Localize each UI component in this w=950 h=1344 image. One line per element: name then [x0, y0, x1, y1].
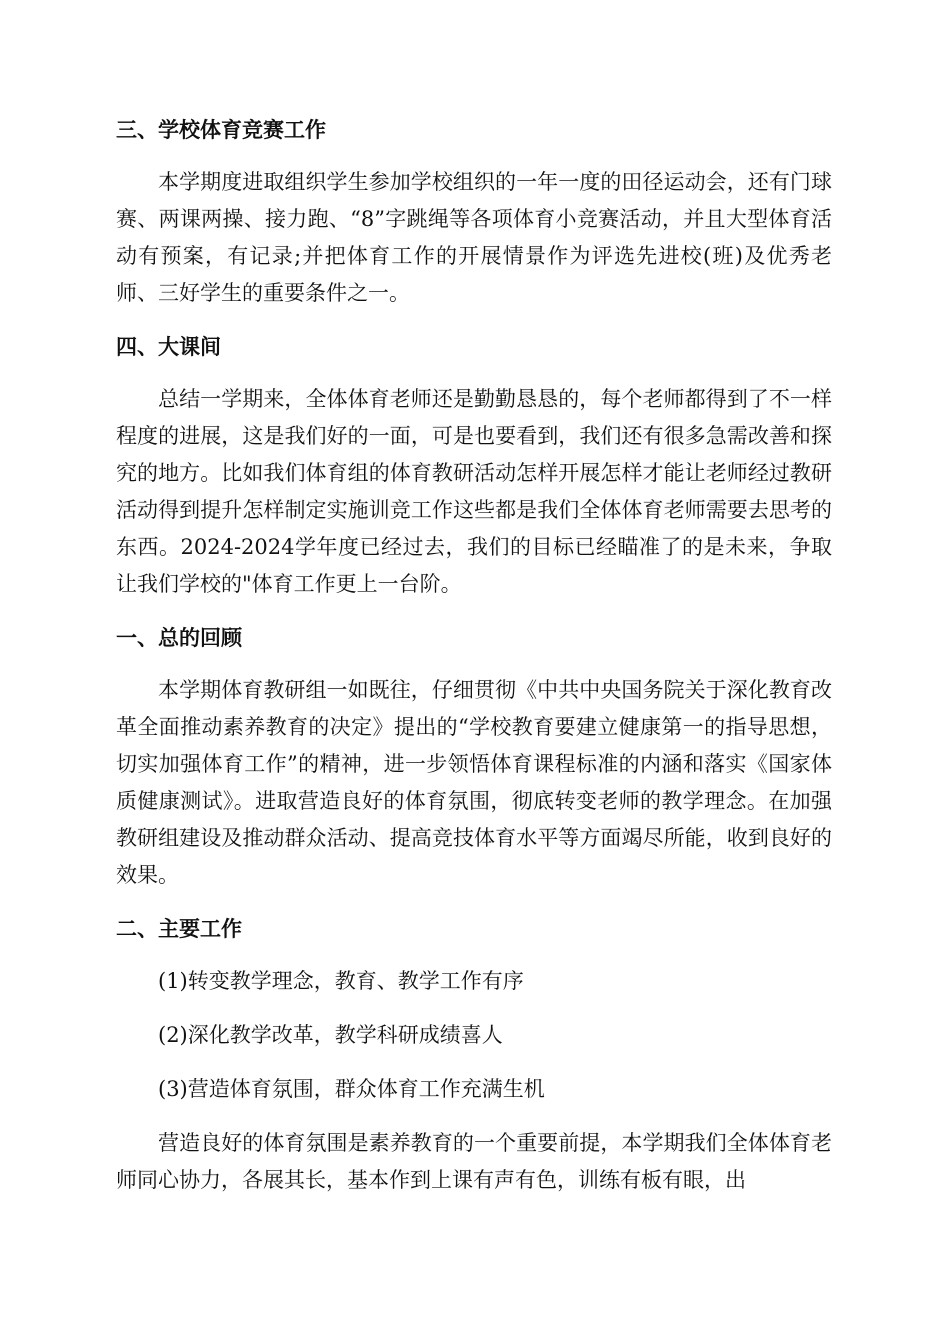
section-heading-general-review: 一、总的回顾: [116, 626, 242, 650]
paragraph-general-review: 本学期体育教研组一如既往，仔细贯彻《中共中央国务院关于深化教育改革全面推动素养教育的决定》提出的“学校教育要建立健康第一的指导思想，切实加强体育工作”的精神，进一步领悟体育课程标准的内涵和落实《国家体质健康测试》。进取营造良好的体育氛围，彻底转变老师的教学理念。在加强教研组建设及推动群众活动、提高竞技体育水平等方面竭尽所能，收到良好的效果。: [116, 678, 832, 887]
section-heading-school-sports-competition: 三、学校体育竞赛工作: [116, 118, 326, 142]
list-item: (2)深化教学改革，教学科研成绩喜人: [158, 1023, 503, 1047]
list-item: (3)营造体育氛围，群众体育工作充满生机: [158, 1077, 545, 1101]
document-body: [116, 112, 832, 1199]
section-heading-big-break: 四、大课间: [116, 335, 221, 359]
paragraph-school-sports-competition: 本学期度进取组织学生参加学校组织的一年一度的田径运动会，还有门球赛、两课两操、接力跑、“8”字跳绳等各项体育小竞赛活动，并且大型体育活动有预案，有记录;并把体育工作的开展情景作为评选先进校(班)及优秀老师、三好学生的重要条件之一。: [116, 170, 832, 305]
paragraph-sports-atmosphere: 营造良好的体育氛围是素养教育的一个重要前提，本学期我们全体体育老师同心协力，各展其长，基本作到上课有声有色，训练有板有眼，出: [116, 1131, 832, 1192]
paragraph-big-break: 总结一学期来，全体体育老师还是勤勤恳恳的，每个老师都得到了不一样程度的进展，这是我们好的一面，可是也要看到，我们还有很多急需改善和探究的地方。比如我们体育组的体育教研活动怎样开展怎样才能让老师经过教研活动得到提升怎样制定实施训竞工作这些都是我们全体体育老师需要去思考的东西。2024-2024学年度已经过去，我们的目标已经瞄准了的是未来，争取让我们学校的"体育工作更上一台阶。: [116, 387, 832, 596]
section-heading-main-work: 二、主要工作: [116, 917, 242, 941]
list-item: (1)转变教学理念，教育、教学工作有序: [158, 969, 524, 993]
